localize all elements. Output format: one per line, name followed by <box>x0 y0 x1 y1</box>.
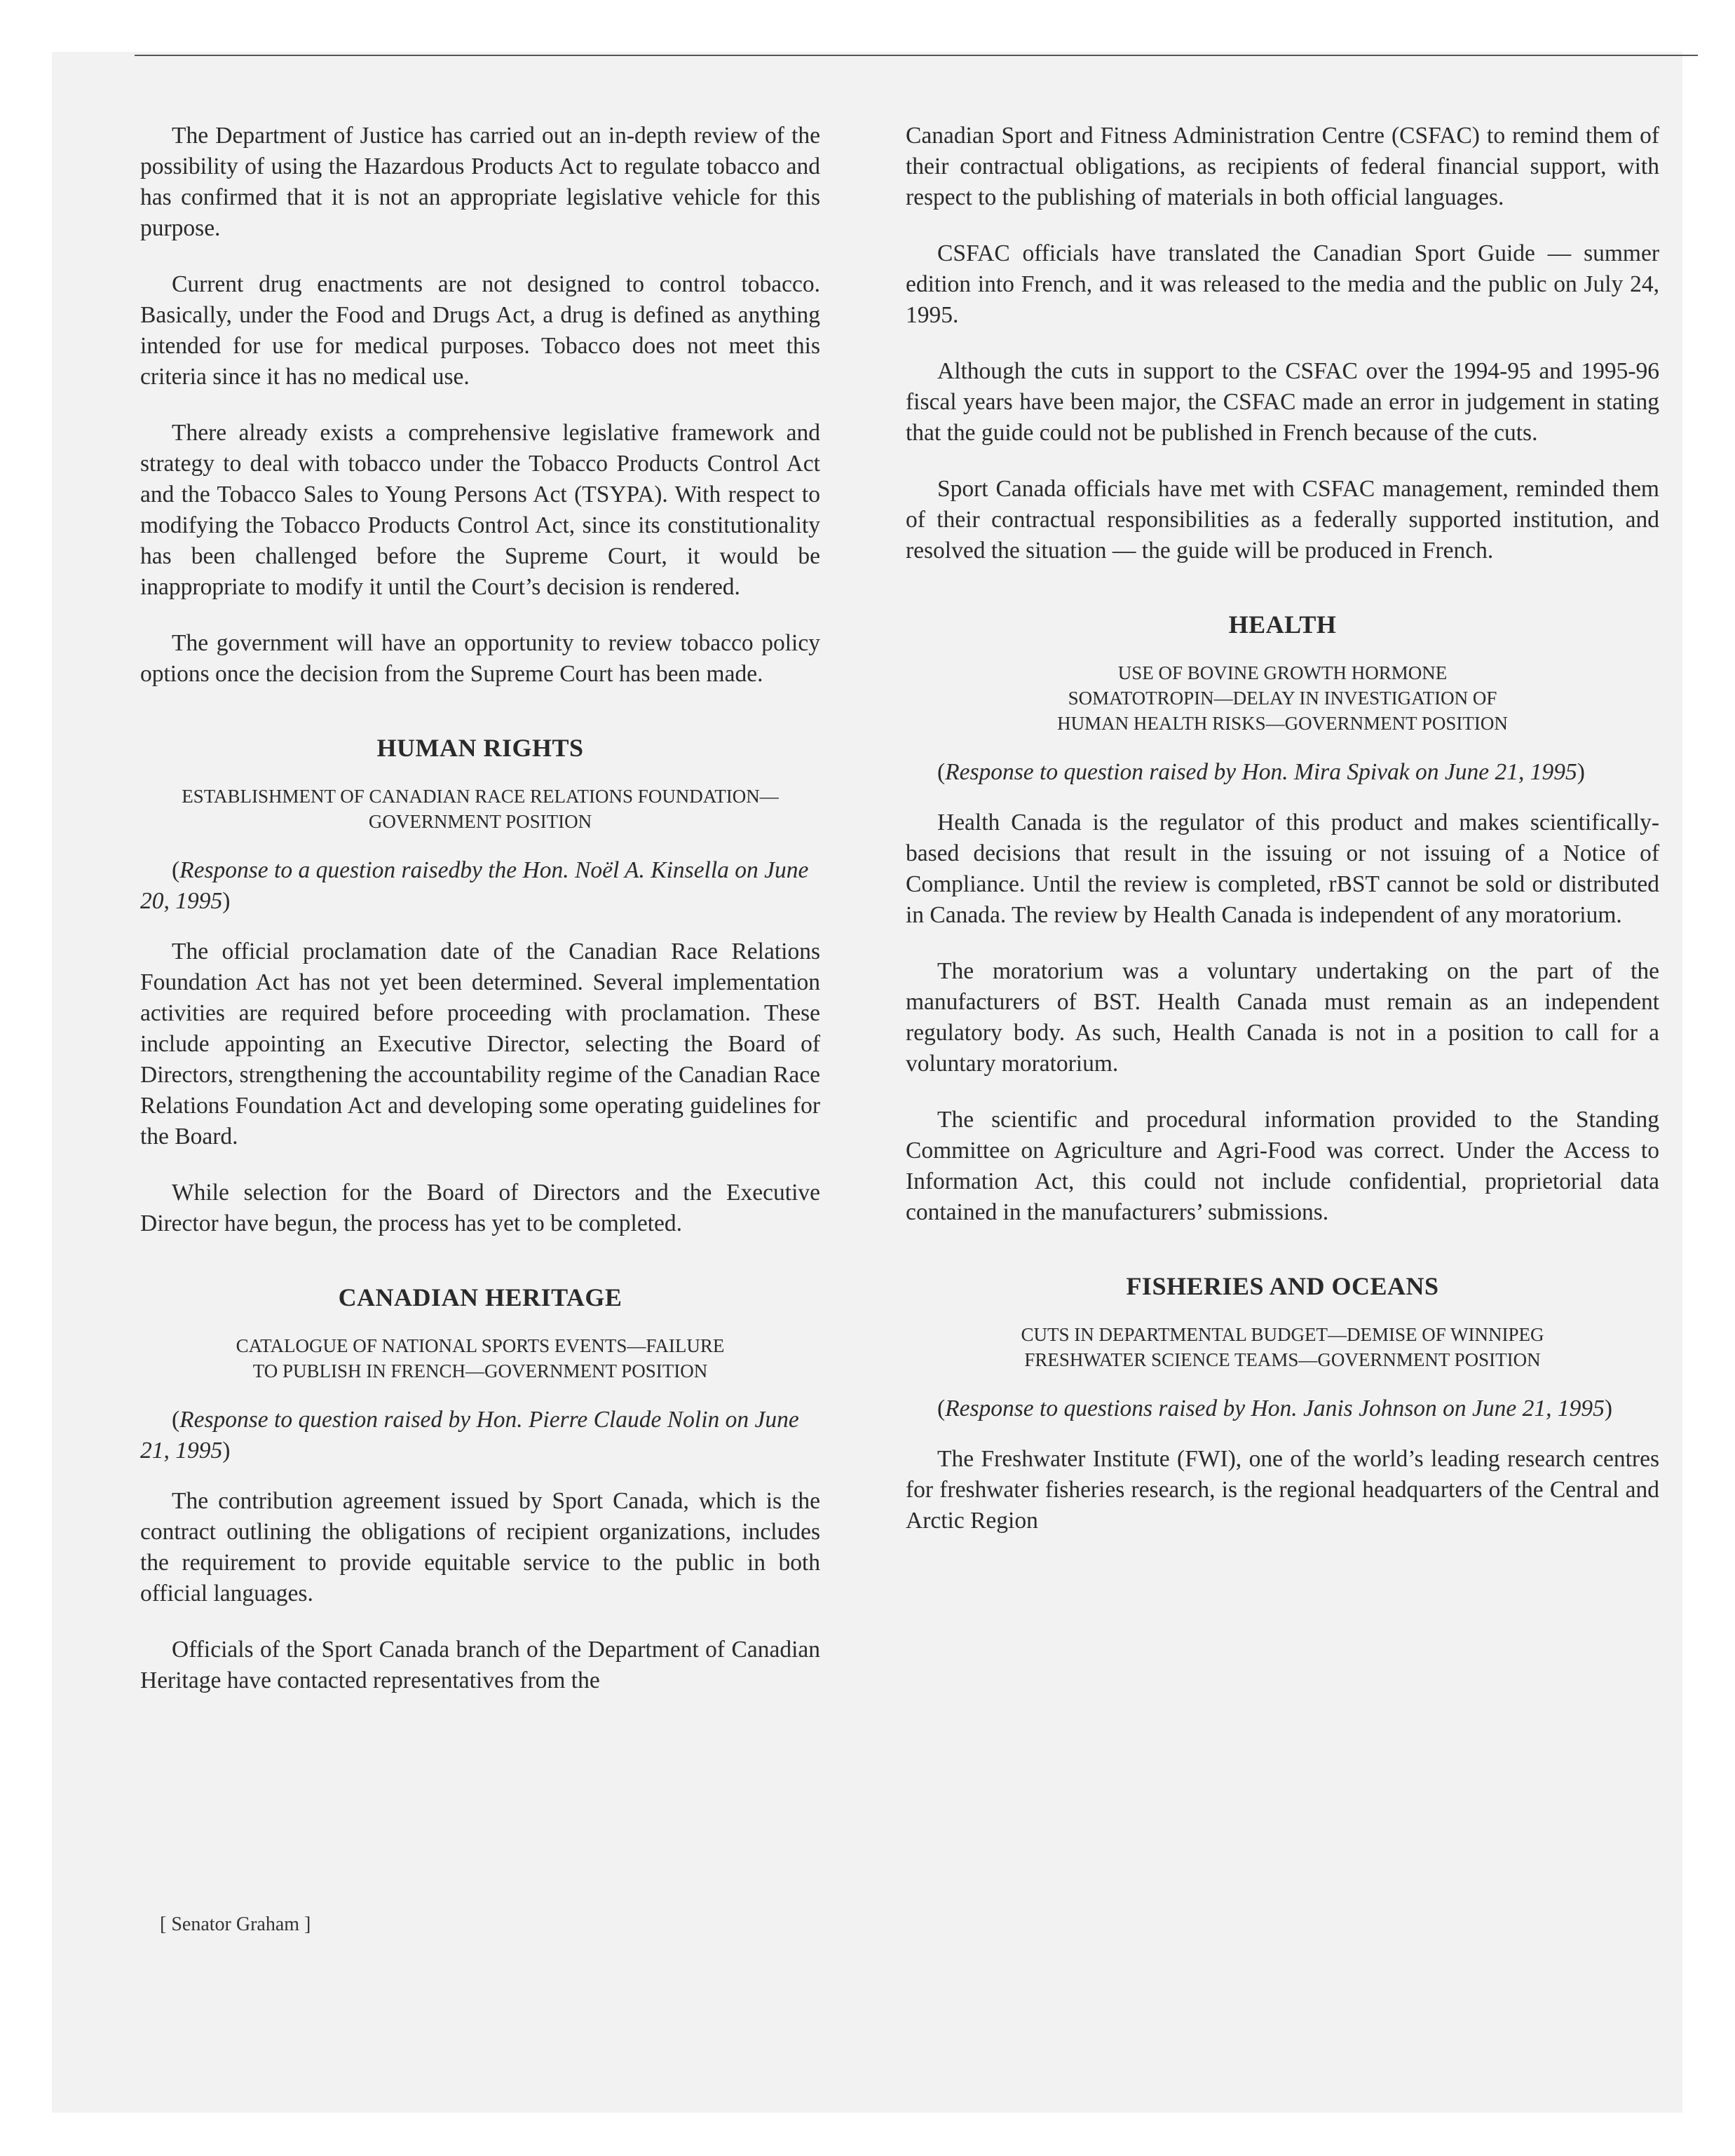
paragraph: Although the cuts in support to the CSFAC over the 1994-95 and 1995-96 fiscal years have been major, the CSFAC made an error in judgement in stating that the guide could not be published in French because of the cuts. <box>906 358 1659 446</box>
paragraph: While selection for the Board of Directors and the Executive Director have begun, the process has yet to be completed. <box>140 1180 820 1236</box>
paren-close: ) <box>222 1438 231 1464</box>
paragraph: The moratorium was a voluntary undertaking on the part of the manufacturers of BST. Health Canada must remain as an independent regulatory body. As such, Health Canada is not in a position to call for a voluntary moratorium. <box>906 958 1659 1077</box>
paragraph: Officials of the Sport Canada branch of the Department of Canadian Heritage have contacted representatives from the <box>140 1637 820 1693</box>
paren-close: ) <box>1604 1396 1612 1421</box>
paragraph: Current drug enactments are not designed to control tobacco. Basically, under the Food and Drugs Act, a drug is defined as anything intended for use for medical purposes. Tobacco does not meet this criteria since it has no medical use. <box>140 271 820 390</box>
subheading-line: CATALOGUE OF NATIONAL SPORTS EVENTS—FAILURE <box>236 1335 725 1356</box>
section-heading-health: HEALTH <box>1228 610 1337 639</box>
response-note <box>906 757 1659 788</box>
section-heading-canadian-heritage: CANADIAN HERITAGE <box>338 1283 622 1311</box>
response-note <box>140 855 820 917</box>
right-column <box>906 121 1659 1562</box>
subheading-line: HUMAN HEALTH RISKS—GOVERNMENT POSITION <box>1057 713 1508 734</box>
section-heading-human-rights: HUMAN RIGHTS <box>376 734 584 762</box>
response-text: Response to a question raisedby the Hon. Noël A. Kinsella on June 20, 1995 <box>140 857 809 914</box>
paragraph: The government will have an opportunity to review tobacco policy options once the decision from the Supreme Court has been made. <box>140 630 820 687</box>
response-text: Response to question raised by Hon. Mira Spivak on June 21, 1995 <box>945 759 1577 785</box>
paren-close: ) <box>1577 759 1585 785</box>
paren-open: ( <box>172 1407 180 1433</box>
left-column <box>140 121 820 1721</box>
top-rule <box>135 55 1698 56</box>
subheading <box>140 1333 820 1384</box>
paragraph: The contribution agreement issued by Sport Canada, which is the contract outlining the obligations of recipient organizations, includes the requirement to provide equitable service to the public in both official languages. <box>140 1488 820 1606</box>
footer-speaker-tag: [ Senator Graham ] <box>160 1913 311 1935</box>
paragraph: The official proclamation date of the Canadian Race Relations Foundation Act has not yet been determined. Several implementation activities are required before proceeding with proclamation. These include appointing an Executive Director, selecting the Board of Directors, strengthening the accountability regime of the Canadian Race Relations Foundation Act and developing some operating guidelines for the Board. <box>140 939 820 1149</box>
paragraph: The Freshwater Institute (FWI), one of the world’s leading research centres for freshwater fisheries research, is the regional headquarters of the Central and Arctic Region <box>906 1446 1659 1534</box>
paren-open: ( <box>937 1396 946 1421</box>
paragraph: Sport Canada officials have met with CSFAC management, reminded them of their contractual responsibilities as a federally supported institution, and resolved the situation — the guide will be produced in French. <box>906 476 1659 564</box>
paragraph: The Department of Justice has carried out an in-depth review of the possibility of using the Hazardous Products Act to regulate tobacco and has confirmed that it is not an appropriate legislative vehicle for this purpose. <box>140 123 820 241</box>
paren-open: ( <box>172 857 180 883</box>
paragraph: Health Canada is the regulator of this product and makes scientifically-based decisions that result in the issuing or not issuing of a Notice of Compliance. Until the review is completed, rBST cannot be sold or distributed in Canada. The review by Health Canada is independent of any moratorium. <box>906 810 1659 928</box>
subheading-line: FRESHWATER SCIENCE TEAMS—GOVERNMENT POSITION <box>1024 1349 1541 1370</box>
response-text: Response to questions raised by Hon. Janis Johnson on June 21, 1995 <box>945 1396 1605 1421</box>
paragraph: Canadian Sport and Fitness Administration Centre (CSFAC) to remind them of their contractual obligations, as recipients of federal financial support, with respect to the publishing of materials in both official languages. <box>906 123 1659 210</box>
subheading-line: TO PUBLISH IN FRENCH—GOVERNMENT POSITION <box>252 1360 708 1381</box>
paren-open: ( <box>937 759 946 785</box>
paragraph: The scientific and procedural information provided to the Standing Committee on Agriculture and Agri-Food was correct. Under the Access to Information Act, this could not include confidential, proprietorial data contained in the manufacturers’ submissions. <box>906 1107 1659 1225</box>
subheading <box>140 784 820 834</box>
response-text: Response to question raised by Hon. Pierre Claude Nolin on June 21, 1995 <box>140 1407 799 1464</box>
section-heading-fisheries-oceans: FISHERIES AND OCEANS <box>1126 1272 1439 1300</box>
subheading-line: SOMATOTROPIN—DELAY IN INVESTIGATION OF <box>1068 688 1497 709</box>
response-note <box>906 1393 1659 1424</box>
subheading-line: CUTS IN DEPARTMENTAL BUDGET—DEMISE OF WINNIPEG <box>1021 1324 1544 1345</box>
subheading-line: USE OF BOVINE GROWTH HORMONE <box>1117 662 1448 683</box>
subheading <box>906 660 1659 736</box>
paragraph: There already exists a comprehensive legislative framework and strategy to deal with tobacco under the Tobacco Products Control Act and the Tobacco Sales to Young Persons Act (TSYPA). With respect to modifying the Tobacco Products Control Act, since its constitutionality has been challenged before the Supreme Court, it would be inappropriate to modify it until the Court’s decision is rendered. <box>140 420 820 600</box>
subheading <box>906 1322 1659 1372</box>
paren-close: ) <box>222 888 231 914</box>
paragraph: CSFAC officials have translated the Canadian Sport Guide — summer edition into French, and it was released to the media and the public on July 24, 1995. <box>906 240 1659 328</box>
subheading-line: GOVERNMENT POSITION <box>368 811 592 832</box>
response-note <box>140 1405 820 1466</box>
subheading-line: ESTABLISHMENT OF CANADIAN RACE RELATIONS FOUNDATION— <box>182 786 779 807</box>
